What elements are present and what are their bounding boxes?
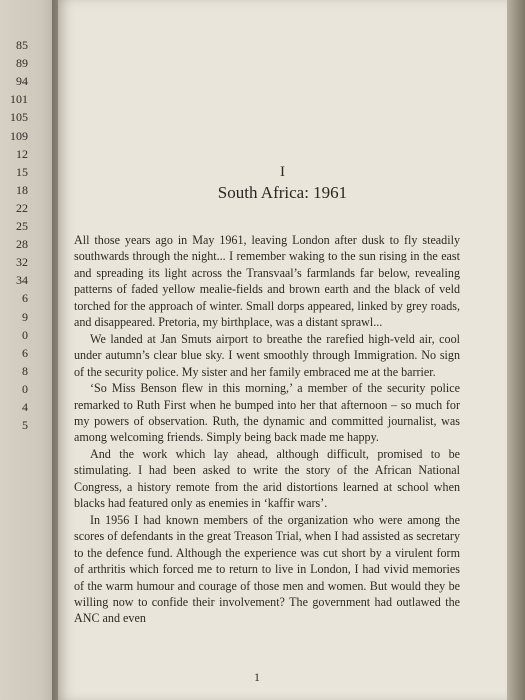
- chapter-title: South Africa: 1961: [217, 183, 348, 202]
- paragraph-5: In 1956 I had known members of the organization who were among the scores of defendants in the great Treason Trial, when I had assisted as secretary to the defence fund. Although the experience was cut short by a virulent form of arthritis which forced me to return to live in London, I had vivid memories of the warm humour and courage of those men and women. But would they be willing now to confide their involvement? The government had outlawed the ANC and even: [74, 512, 460, 626]
- contents-page-number: 25: [16, 219, 28, 233]
- contents-page-number: 0: [22, 381, 28, 396]
- paragraph-2: We landed at Jan Smuts airport to breathe the rarefied high-veld air, cool under autumn’s clear blue sky. I went smoothly through Immigration. No sign of the security police. My sister and her family embraced me at the barrier.: [74, 331, 460, 379]
- contents-page-number: 105: [10, 110, 28, 125]
- contents-page-number: 32: [16, 255, 28, 270]
- page-folio: 1: [254, 670, 260, 684]
- contents-page-number: 89: [16, 56, 28, 71]
- contents-page-number: 34: [16, 273, 28, 288]
- book-page: [58, 0, 507, 700]
- contents-page-number: 5: [22, 418, 28, 433]
- paragraph-3: ‘So Miss Benson flew in this morning,’ a member of the security police remarked to Ruth First when he bumped into her that afternoon – so much for my powers of observation. Ruth, the dynamic and committed journalist, was among welcoming friends. Simply being back made me happy.: [74, 381, 460, 445]
- contents-page-number: 101: [10, 92, 28, 107]
- paragraph-1: All those years ago in May 1961, leaving London after dusk to fly steadily southwards through the night... I remember waking to the sun rising in the east and spreading its light across the Transvaal’s farmlands far below, revealing patterns of faded yellow mealie-fields and brown earth and the black of veld torched for the approach of winter. Small dorps appeared, linked by grey roads, and disappeared. Pretoria, my birthplace, was a distant sprawl...: [74, 233, 460, 330]
- contents-page-number: 15: [16, 164, 28, 179]
- contents-page-number: 6: [22, 291, 28, 306]
- contents-page-number: 109: [10, 128, 28, 143]
- contents-page-number: 85: [16, 38, 28, 52]
- contents-page-number: 4: [22, 400, 28, 414]
- paragraph-4: And the work which lay ahead, although difficult, promised to be stimulating. I had been asked to write the story of the African National Congress, a history remote from the arid distortions learned at school when blacks had featured only as enemies in ‘kaffir wars’.: [74, 446, 460, 511]
- contents-page-number: 12: [16, 146, 28, 161]
- chapter-number: I: [280, 164, 285, 180]
- previous-page-edge: [0, 0, 58, 700]
- page-stack-edge: [507, 0, 525, 700]
- contents-page-number: 18: [16, 182, 28, 197]
- contents-page-number: 6: [22, 345, 28, 360]
- contents-page-number: 94: [16, 74, 28, 89]
- contents-page-number: 0: [22, 327, 28, 342]
- contents-page-number: 8: [22, 363, 28, 378]
- contents-page-number: 9: [22, 309, 28, 324]
- contents-page-number: 28: [16, 237, 28, 252]
- contents-page-number: 22: [16, 200, 28, 215]
- chapter-body: [74, 232, 460, 627]
